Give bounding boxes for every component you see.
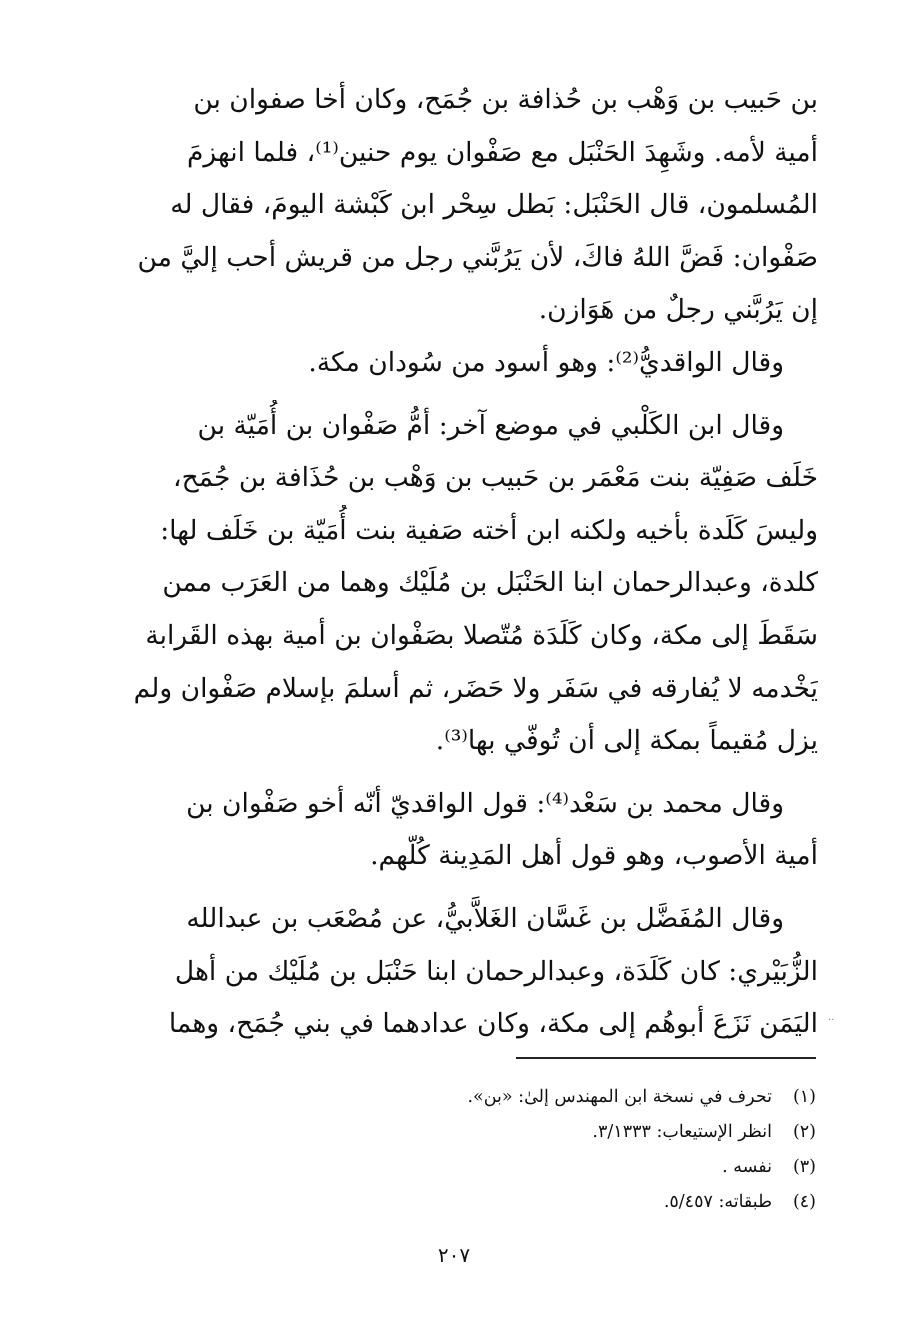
text-line: أمية لأمه. وشَهِدَ الحَنْبَل مع صَفْوان يوم حنين⁽¹⁾، فلما انهزمَ [186,136,818,168]
paragraph [108,400,818,768]
text-line: صَفْوان: فَضَّ اللهُ فاكَ، لأن يَرُبَّني رجل من قريش أحب إليَّ من [137,241,818,273]
footnote-divider [516,1057,816,1059]
text-line: أمية الأصوب، وهو قول أهل المَدِينة كُلّهم. [370,840,818,872]
footnotes [216,1080,816,1220]
footnote [216,1150,816,1185]
footnote-text: انظر الإستيعاب: ٣/١٣٣٣. [592,1122,772,1142]
text-line: بن حَبيب بن وَهْب بن حُذافة بن جُمَح، وكان أخا صفوان بن [193,84,818,115]
text-line: اليَمَن نَزَعَ أبوهُم إلى مكة، وكان عدادهما في بني جُمَح، وهما [168,1008,818,1040]
footnote-text: نفسه . [722,1157,772,1177]
text-line: كلدة، وعبدالرحمان ابنا الحَنْبَل بن مُلَيْك وهما من العَرَب ممن [162,567,818,599]
text-line: يَخْدمه لا يُفارقه في سَفَر ولا حَضَر، ثم أسلمَ بإسلام صَفْوان ولم [133,672,818,704]
paragraph [108,778,818,883]
footnote-text: تحرف في نسخة ابن المهندس إلىٰ: «بن». [467,1087,772,1107]
text-line: وقال محمد بن سَعْد⁽⁴⁾: قول الواقديّ أنّه أخو صَفْوان بن [186,787,784,819]
footnote [216,1115,816,1150]
main-text [108,74,818,1051]
text-line: يزل مُقيماً بمكة إلى أن تُوفّي بها⁽³⁾. [435,725,818,757]
footnote-number: (٤) [792,1192,816,1212]
footnote-text: طبقاته: ٥/٤٥٧. [663,1192,772,1212]
paragraph [108,337,818,390]
footnote [216,1080,816,1115]
text-line: خَلَف صَفِيّة بنت مَعْمَر بن حَبيب بن وَهْب بن حُذَافة بن جُمَح، [173,462,818,494]
paragraph [108,893,818,1051]
paragraph [108,74,818,337]
text-line: وقال ابن الكَلْبي في موضع آخر: أمُّ صَفْوان بن أُمَيّة بن [197,409,784,441]
text-line: إن يَرُبَّني رجلٌ من هَوَازن. [538,294,818,326]
text-line: سَقَطَ إلى مكة، وكان كَلَدَة مُتّصلا بصَفْوان بن أمية بهذه القَرابة [145,619,818,651]
page-number: ٢٠٧ [437,1243,471,1267]
text-line: وليسَ كَلَدة بأخيه ولكنه ابن أخته صَفية بنت أُمَيّة بن خَلَف لها: [160,514,818,546]
footnote-number: (١) [792,1087,816,1107]
footnote-number: (٣) [792,1157,816,1177]
footnote-number: (٢) [792,1122,816,1142]
text-line: المُسلمون، قال الحَنْبَل: بَطل سِحْر ابن كَبْشة اليومَ، فقال له [170,189,818,221]
footnote [216,1185,816,1220]
text-line: وقال المُفَضَّل بن غَسَّان الغَلاَّبيُّ، عن مُصْعَب بن عبدالله [186,902,784,934]
scan-mark: ·· [828,1015,835,1026]
text-line: وقال الواقديُّ⁽²⁾: وهو أسود من سُودان مكة. [308,346,784,378]
text-line: الزُّبَيْري: كان كَلَدَة، وعبدالرحمان ابنا حَنْبَل بن مُلَيْك من أهل [174,955,818,987]
